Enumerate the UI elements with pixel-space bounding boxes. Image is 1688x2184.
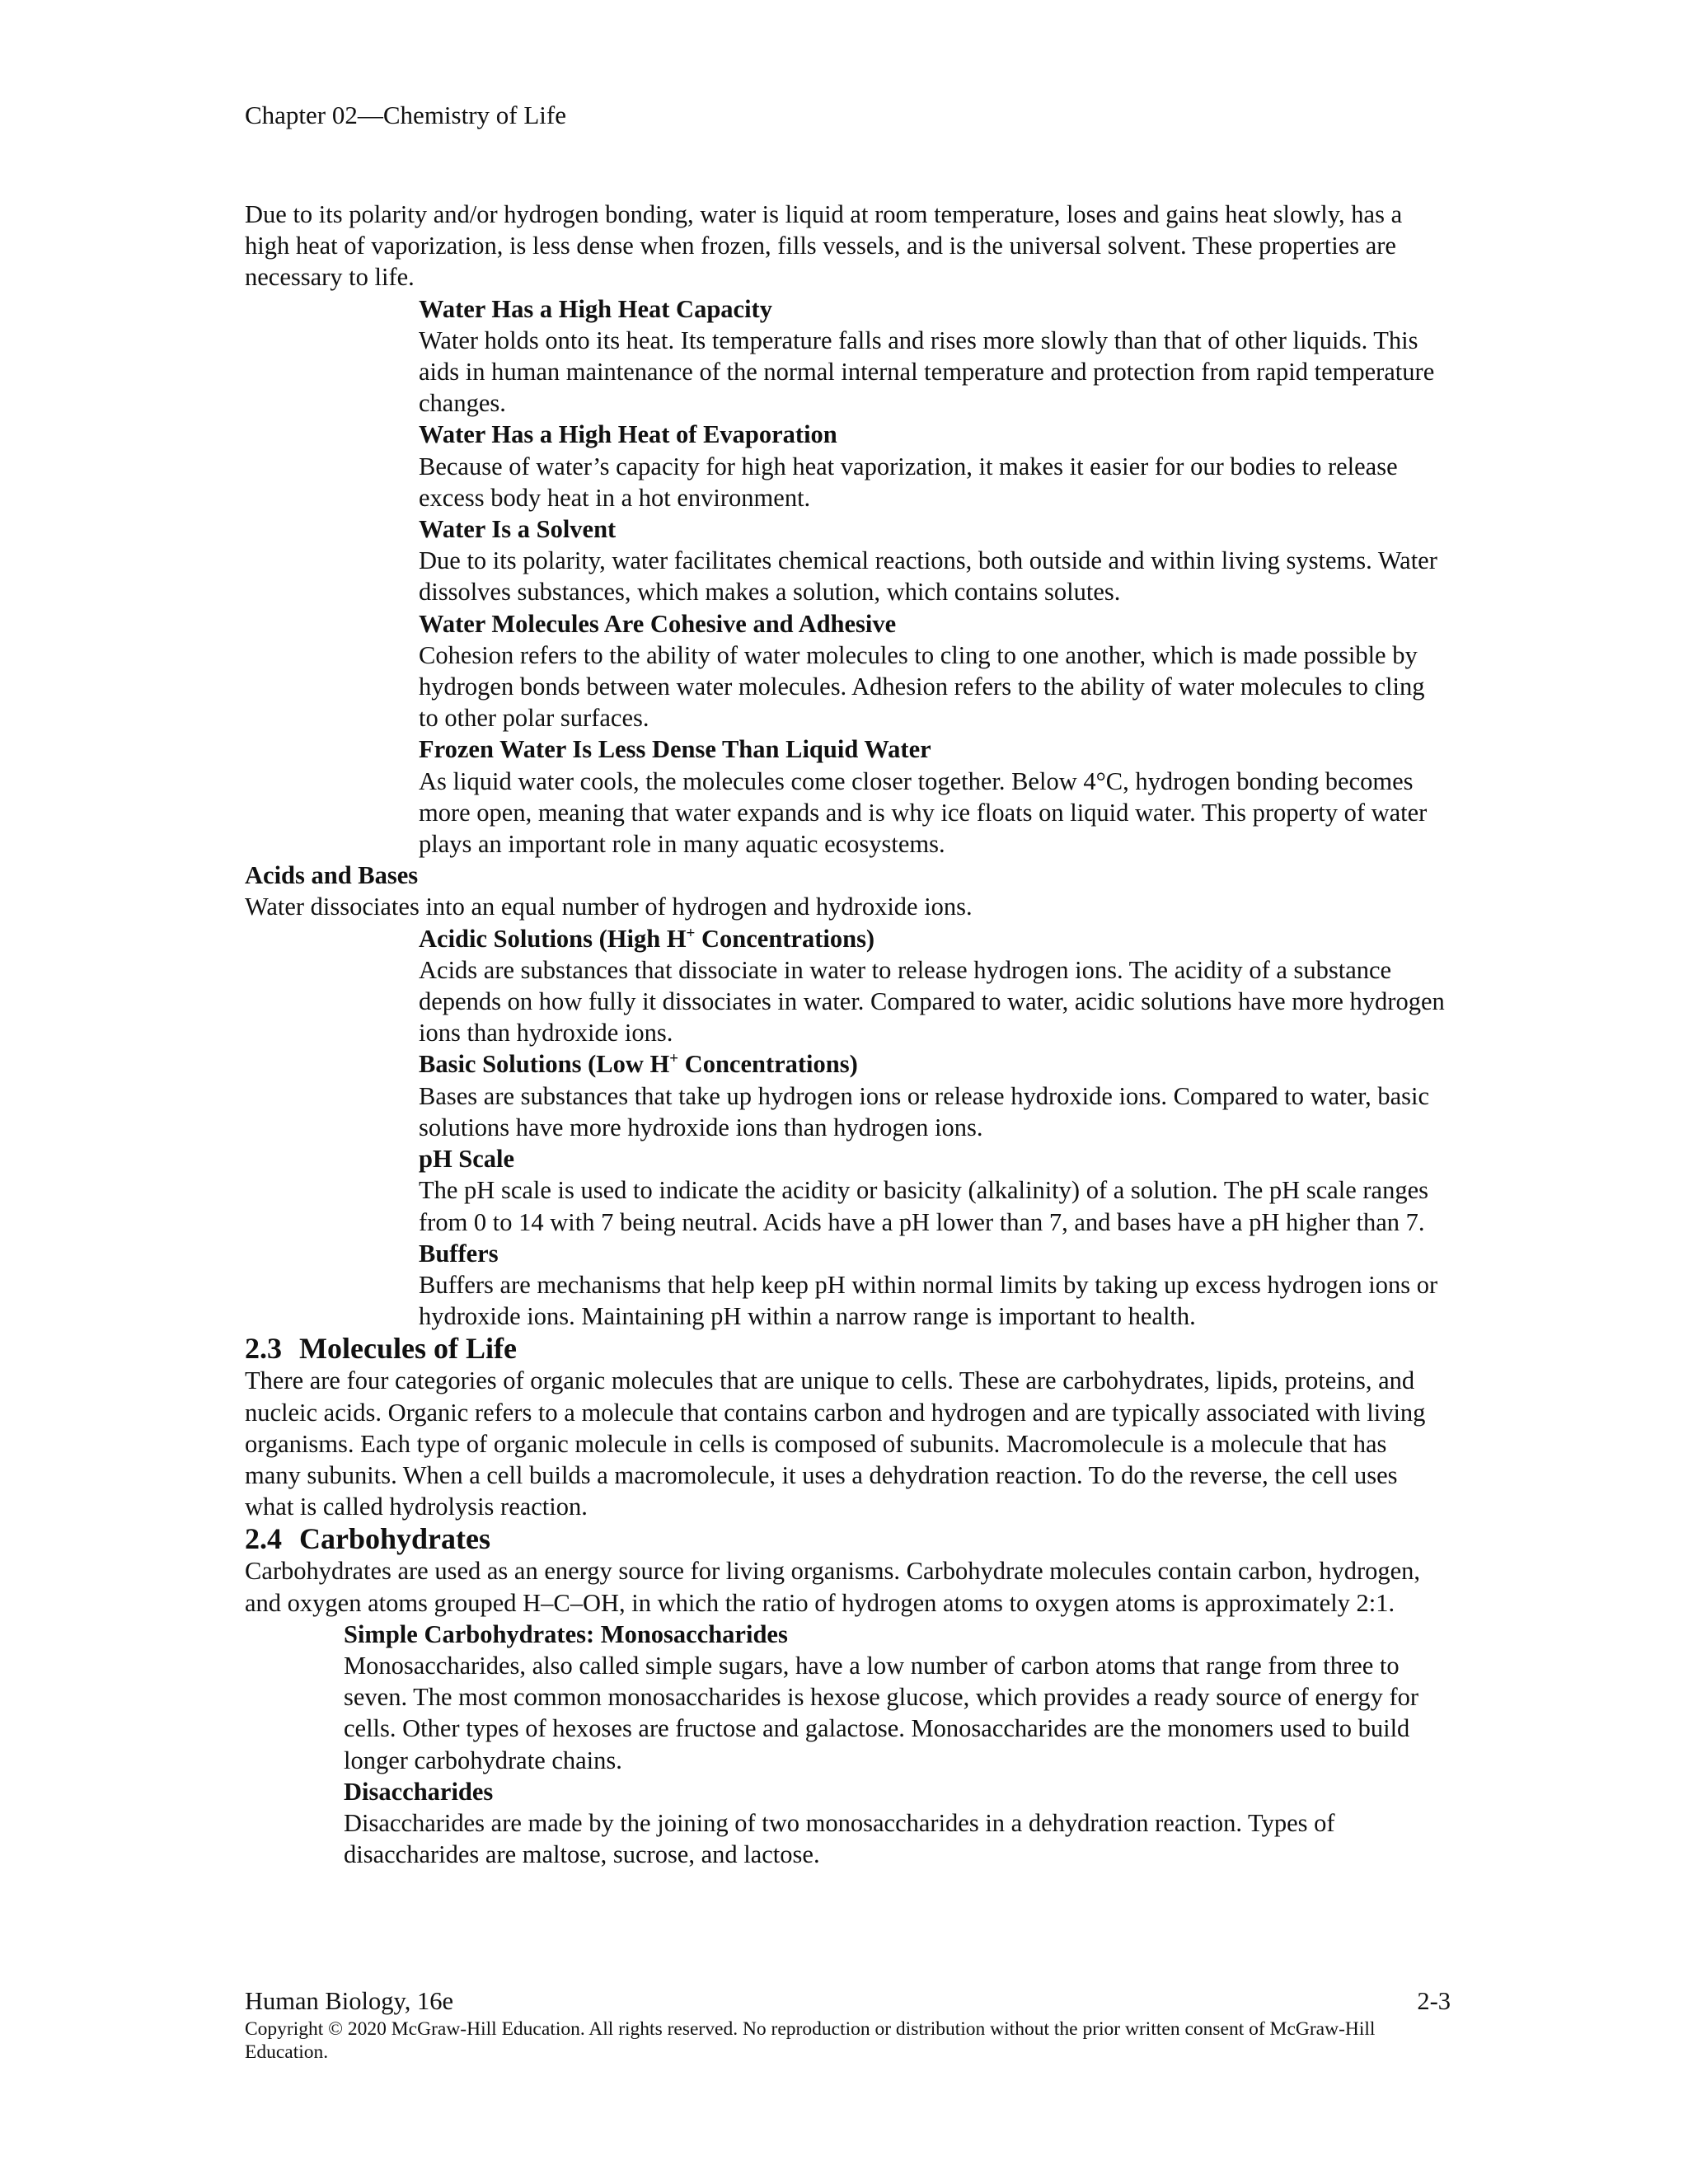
paragraph-ph-scale: The pH scale is used to indicate the acidity or basicity (alkalinity) of a solution. The pH scale ranges from 0 to 14 with 7 being neutral. Acids have a pH lower than 7, and bases have a pH higher than 7. (419, 1176, 1429, 1236)
subheading-buffers: Buffers (419, 1239, 499, 1268)
subheading-disaccharides: Disaccharides (344, 1777, 494, 1806)
paragraph-acidic-solutions: Acids are substances that dissociate in water to release hydrogen ions. The acidity of a substance depends on how fully it dissociates in water. Compared to water, acidic solutions have more hydrogen ions than hydroxide ions. (419, 955, 1445, 1047)
subheading-solvent: Water Is a Solvent (419, 515, 617, 544)
carbohydrates-list (344, 1619, 1448, 1871)
superscript-plus: + (669, 1050, 679, 1068)
paragraph-buffers: Buffers are mechanisms that help keep pH within normal limits by taking up excess hydrogen ions or hydroxide ions. Maintaining pH within a narrow range is important to health. (419, 1270, 1438, 1331)
page-footer (245, 1986, 1451, 2064)
subheading-frozen-water: Frozen Water Is Less Dense Than Liquid Water (419, 735, 931, 764)
subheading-cohesive-adhesive: Water Molecules Are Cohesive and Adhesive (419, 609, 897, 638)
paragraph-carbohydrates: Carbohydrates are used as an energy source for living organisms. Carbohydrate molecules contain carbon, hydrogen, and oxygen atoms grouped H–C–OH, in which the ratio of hydrogen atoms to oxygen atoms is approximately 2:1. (245, 1557, 1421, 1617)
footer-row (245, 1986, 1451, 2016)
book-title: Human Biology, 16e (245, 1987, 454, 2015)
paragraph-heat-capacity: Water holds onto its heat. Its temperature falls and rises more slowly than that of other liquids. This aids in human maintenance of the normal internal temperature and protection from rapid temperature changes. (419, 326, 1435, 418)
paragraph-solvent: Due to its polarity, water facilitates chemical reactions, both outside and within living systems. Water dissolves substances, which makes a solution, which contains solutes. (419, 546, 1437, 607)
running-head: Chapter 02—Chemistry of Life (245, 101, 566, 129)
paragraph-monosaccharides: Monosaccharides, also called simple sugars, have a low number of carbon atoms that range from three to seven. The most common monosaccharides is hexose glucose, which provides a ready source of energy for cells. Other types of hexoses are fructose and galactose. Monosaccharides are the monomers used to build longer carbohydrate chains. (344, 1651, 1419, 1774)
copyright-notice: Copyright © 2020 McGraw-Hill Education. All rights reserved. No reproduction or distribution without the prior written consent of McGraw-Hill Education. (245, 2018, 1376, 2063)
paragraph-acids-bases-intro: Water dissociates into an equal number of hydrogen and hydroxide ions. (245, 893, 973, 921)
paragraph-basic-solutions: Bases are substances that take up hydrogen ions or release hydroxide ions. Compared to water, basic solutions have more hydroxide ions than hydrogen ions. (419, 1081, 1430, 1141)
paragraph-cohesive-adhesive: Cohesion refers to the ability of water molecules to cling to one another, which is made possible by hydrogen bonds between water molecules. Adhesion refers to the ability of water molecules to cling to other polar surfaces. (419, 640, 1425, 733)
acids-bases-list (419, 923, 1448, 1333)
water-properties-list (419, 293, 1448, 860)
section-heading-2-4: 2.4 Carbohydrates (245, 1522, 490, 1556)
section-heading-2-3: 2.3 Molecules of Life (245, 1332, 517, 1366)
page-number: 2-3 (1417, 1987, 1451, 2015)
subheading-acidic-solutions: Acidic Solutions (High H+ Concentrations) (419, 924, 875, 953)
subheading-ph-scale: pH Scale (419, 1145, 515, 1174)
subheading-monosaccharides: Simple Carbohydrates: Monosaccharides (344, 1619, 788, 1648)
paragraph-disaccharides: Disaccharides are made by the joining of two monosaccharides in a dehydration reaction. Types of disaccharides are maltose, sucrose, and lactose. (344, 1808, 1335, 1869)
paragraph-frozen-water: As liquid water cools, the molecules come closer together. Below 4°C, hydrogen bonding becomes more open, meaning that water expands and is why ice floats on liquid water. This property of water plays an important role in many aquatic ecosystems. (419, 766, 1428, 859)
page-body (245, 199, 1448, 1870)
subheading-basic-solutions: Basic Solutions (Low H+ Concentrations) (419, 1050, 858, 1079)
subheading-heat-evaporation: Water Has a High Heat of Evaporation (419, 420, 837, 449)
paragraph-molecules-of-life: There are four categories of organic molecules that are unique to cells. These are carbohydrates, lipids, proteins, and nucleic acids. Organic refers to a molecule that contains carbon and hydrogen and are typically associated with living organisms. Each type of organic molecule in cells is composed of subunits. Macromolecule is a molecule that has many subunits. When a cell builds a macromolecule, it uses a dehydration reaction. To do the reverse, the cell uses what is called hydrolysis reaction. (245, 1366, 1426, 1521)
subheading-acids-bases: Acids and Bases (245, 861, 419, 890)
paragraph-heat-evaporation: Because of water’s capacity for high heat vaporization, it makes it easier for our bodies to release excess body heat in a hot environment. (419, 452, 1398, 512)
superscript-plus: + (686, 924, 696, 942)
water-properties-intro: Due to its polarity and/or hydrogen bonding, water is liquid at room temperature, loses and gains heat slowly, has a high heat of vaporization, is less dense when frozen, fills vessels, and is the universal solvent. These properties are necessary to life. (245, 200, 1403, 292)
subheading-heat-capacity: Water Has a High Heat Capacity (419, 294, 772, 323)
